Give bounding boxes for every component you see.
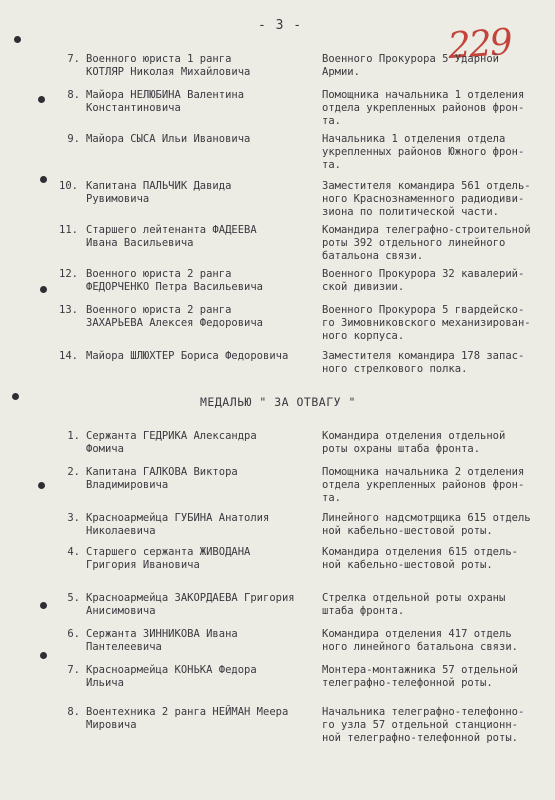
punch-hole [14,36,21,43]
entry-name-line: Военного юриста 1 ранга [86,53,232,65]
entry-position-line: отдела укрепленных районов фрон- [322,102,525,114]
entry-position [322,466,548,505]
entry-position-line: ной кабельно-шестовой роты. [322,559,493,571]
entry-number: 8. [67,706,80,718]
entry-name-line: Красноармейца КОНЬКА Федора [86,664,257,676]
section-heading: МЕДАЛЬЮ " ЗА ОТВАГУ " [200,395,356,409]
entry-name-line: Ильича [86,677,124,689]
entry-name-line: ЗАХАРЬЕВА Алексея Федоровича [86,317,264,329]
entry-name-line: Военного юриста 2 ранга [86,304,232,316]
entry-position-line: Стрелка отдельной роты охраны [322,592,506,604]
entry-number: 9. [67,133,80,145]
entry-position [322,664,548,690]
entry-number: 7. [67,664,80,676]
entry-name-line: Старшего сержанта ЖИВОДАНА [86,546,251,558]
entry-number: 7. [67,53,80,65]
entry-name-line: Красноармейца ЗАКОРДАЕВА Григория [86,592,295,604]
entry-position-line: Командира отделения 417 отдель [322,628,512,640]
entry-position-line: укрепленных районов Южного фрон- [322,146,525,158]
entry-number: 12. [59,268,78,280]
entry-name [86,350,318,363]
entry-name [86,546,318,572]
page-number: - 3 - [258,18,303,33]
entry-position-line: Начальника телеграфно-телефонно- [322,706,525,718]
punch-hole [40,652,47,659]
entry-position [322,706,548,745]
handwritten-number: 229 [446,21,513,68]
entry-name-line: Рувимовича [86,193,150,205]
entry-name-line: Старшего лейтенанта ФАДЕЕВА [86,224,257,236]
entry-position-line: Заместителя командира 561 отдель- [322,180,531,192]
entry-name-line: Ивана Васильевича [86,237,194,249]
entry-position-line: та. [322,492,341,504]
entry-name-line: Владимировича [86,479,169,491]
entry-position-line: Командира телеграфно-строительной [322,224,531,236]
entry-name-line: Сержанта ЗИННИКОВА Ивана [86,628,238,640]
entry-position-line: Армии. [322,66,360,78]
entry-position-line: Начальника 1 отделения отдела [322,133,506,145]
entry-position-line: Линейного надсмотрщика 615 отдель [322,512,531,524]
entry-name [86,224,318,250]
entry-position-line: роты охраны штаба фронта. [322,443,481,455]
entry-name-line: Григория Ивановича [86,559,200,571]
entry-name [86,268,318,294]
entry-name [86,706,318,732]
entry-name-line: Фомича [86,443,124,455]
entry-position [322,628,548,654]
entry-position [322,546,548,572]
entry-name [86,664,318,690]
entry-position-line: Командира отделения 615 отдель- [322,546,518,558]
entry-position-line: Помощника начальника 2 отделения [322,466,525,478]
entry-position-line: та. [322,115,341,127]
entry-name-line: Капитана ПАЛЬЧИК Давида [86,180,232,192]
entry-name [86,592,318,618]
entry-position [322,430,548,456]
entry-position-line: Монтера-монтажника 57 отдельной [322,664,518,676]
entry-number: 14. [59,350,78,362]
entry-position-line: Заместителя командира 178 запас- [322,350,525,362]
entry-position-line: ного корпуса. [322,330,405,342]
entry-number: 13. [59,304,78,316]
entry-number: 1. [67,430,80,442]
punch-hole [38,96,45,103]
entry-name [86,89,318,115]
entry-position-line: батальона связи. [322,250,424,262]
entry-name [86,133,318,146]
entry-number: 5. [67,592,80,604]
entry-name-line: Мировича [86,719,137,731]
entry-position-line: Командира отделения отдельной [322,430,506,442]
entry-number: 2. [67,466,80,478]
entry-name-line: Воентехника 2 ранга НЕЙМАН Меера [86,706,289,718]
entry-name [86,466,318,492]
entry-position-line: роты 392 отдельного линейного [322,237,506,249]
entry-number: 10. [59,180,78,192]
punch-hole [12,393,19,400]
entry-name-line: Майора НЕЛЮБИНА Валентина [86,89,245,101]
entry-position-line: ного Краснознаменного радиодиви- [322,193,525,205]
entry-position [322,268,548,294]
entry-number: 8. [67,89,80,101]
entry-name-line: Майора СЫСА Ильи Ивановича [86,133,251,145]
entry-position-line: та. [322,159,341,171]
punch-hole [40,602,47,609]
entry-position [322,350,548,376]
entry-number: 6. [67,628,80,640]
entry-name-line: Майора ШЛЮХТЕР Бориса Федоровича [86,350,289,362]
entry-number: 3. [67,512,80,524]
entry-name-line: Капитана ГАЛКОВА Виктора [86,466,238,478]
entry-position-line: го Зимовниковского механизирован- [322,317,531,329]
entry-position-line: отдела укрепленных районов фрон- [322,479,525,491]
punch-hole [40,176,47,183]
entry-name-line: Константиновича [86,102,181,114]
entry-position-line: го узла 57 отдельной станционн- [322,719,518,731]
entry-number: 11. [59,224,78,236]
entry-name-line: Красноармейца ГУБИНА Анатолия [86,512,270,524]
entry-name-line: ФЕДОРЧЕНКО Петра Васильевича [86,281,264,293]
entry-position-line: Военного Прокурора 32 кавалерий- [322,268,525,280]
entry-name [86,304,318,330]
entry-position-line: ной телеграфно-телефонной роты. [322,732,518,744]
entry-position-line: зиона по политической части. [322,206,500,218]
punch-hole [38,482,45,489]
entry-position-line: штаба фронта. [322,605,405,617]
entry-position [322,53,548,79]
entry-position [322,512,548,538]
entry-position [322,180,548,219]
entry-name-line: Николаевича [86,525,156,537]
punch-hole [40,286,47,293]
entry-position [322,592,548,618]
entry-name-line: Анисимовича [86,605,156,617]
entry-number: 4. [67,546,80,558]
entry-position-line: Помощника начальника 1 отделения [322,89,525,101]
entry-position [322,89,548,128]
entry-position [322,133,548,172]
entry-name-line: Военного юриста 2 ранга [86,268,232,280]
entry-position-line: ской дивизии. [322,281,405,293]
entry-position [322,224,548,263]
entry-position-line: ного стрелкового полка. [322,363,468,375]
entry-position-line: телеграфно-телефонной роты. [322,677,493,689]
entry-name [86,628,318,654]
entry-name-line: Сержанта ГЕДРИКА Александра [86,430,257,442]
entry-name-line: КОТЛЯР Николая Михайловича [86,66,251,78]
entry-name-line: Пантелеевича [86,641,162,653]
entry-position-line: ного линейного батальона связи. [322,641,518,653]
entry-name [86,512,318,538]
entry-position-line: Военного Прокурора 5 гвардейско- [322,304,525,316]
entry-position-line: ной кабельно-шестовой роты. [322,525,493,537]
entry-name [86,430,318,456]
entry-position [322,304,548,343]
entry-position-line: Военного Прокурора 5 Ударной [322,53,500,65]
entry-name [86,180,318,206]
entry-name [86,53,318,79]
